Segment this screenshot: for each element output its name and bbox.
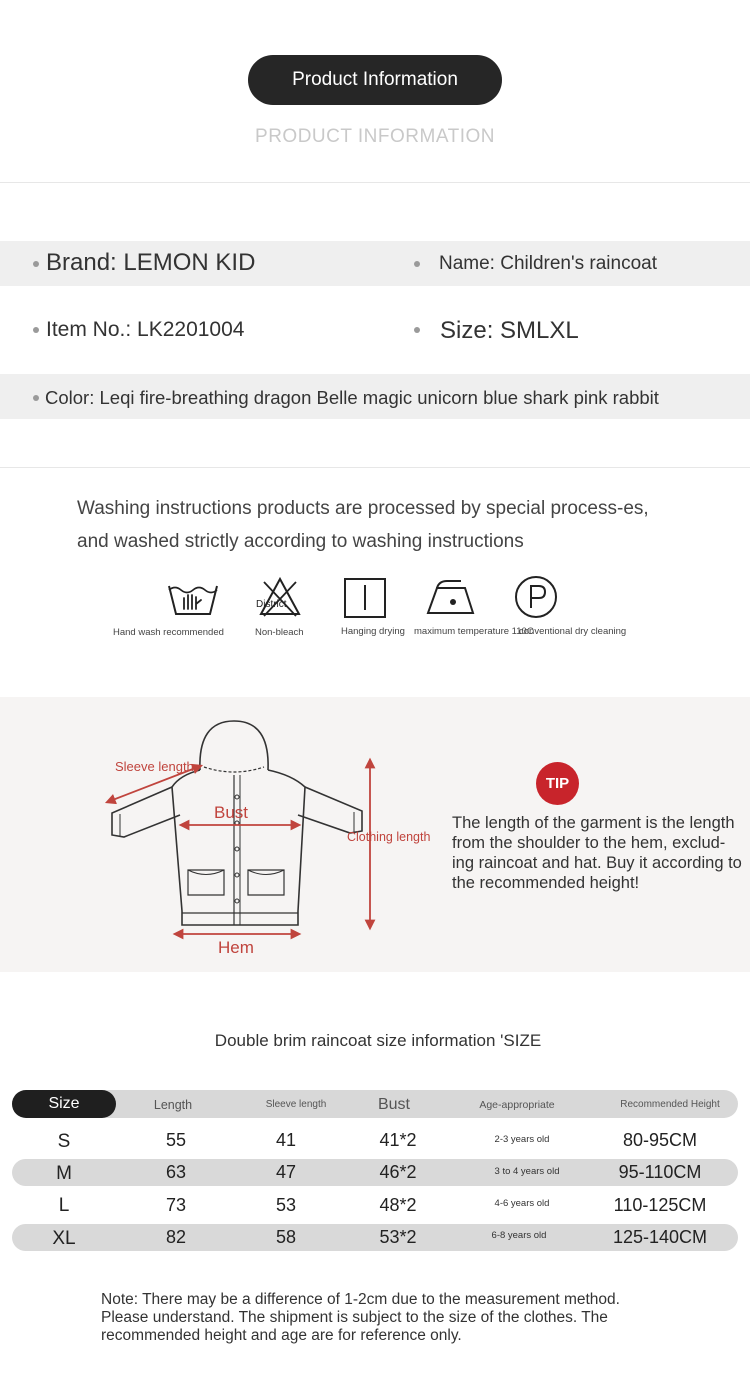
bullet-icon xyxy=(33,395,39,401)
size-table-title: Double brim raincoat size information 'SIZE xyxy=(214,1031,542,1050)
row-s-bust: 41*2 xyxy=(379,1130,417,1150)
hand-wash-icon xyxy=(166,578,220,618)
tip-badge-text: TIP xyxy=(545,775,570,792)
height-header: Recommended Height xyxy=(620,1099,720,1110)
row-l-size: L xyxy=(58,1195,70,1216)
row-s-sleeve: 41 xyxy=(275,1130,297,1150)
color-text: Color: Leqi fire-breathing dragon Belle magic unicorn blue shark pink rabbit xyxy=(45,387,659,408)
tip-badge xyxy=(536,762,579,805)
divider xyxy=(0,182,750,183)
clothing-length-label: Clothing length xyxy=(347,830,431,844)
section-title-pill xyxy=(248,55,502,105)
bullet-icon xyxy=(33,261,39,267)
row-s-height: 80-95CM xyxy=(622,1130,698,1150)
row-m-length: 63 xyxy=(165,1162,187,1182)
iron-icon xyxy=(425,578,477,616)
hang-dry-icon xyxy=(343,577,387,619)
section-subtitle: PRODUCT INFORMATION xyxy=(255,126,495,147)
size-text: Size: SMLXL xyxy=(440,317,579,344)
dry-clean-icon xyxy=(513,575,559,619)
row-l-length: 73 xyxy=(165,1195,187,1215)
item-no-text: Item No.: LK2201004 xyxy=(46,318,245,341)
measurement-note: Note: There may be a difference of 1-2cm due to the measurement method. Please understand. The shipment is subject to the size of the clothes. The recommended height and age are for reference only. xyxy=(101,1291,620,1344)
no-bleach-caption: Non-bleach xyxy=(255,627,304,638)
row-l-age: 4-6 years old xyxy=(494,1198,550,1209)
iron-caption: maximum temperature 110C xyxy=(414,626,534,637)
bullet-icon xyxy=(33,327,39,333)
row-s-age: 2-3 years old xyxy=(494,1134,550,1145)
sleeve-length-header: Sleeve length xyxy=(265,1099,327,1110)
row-xl-sleeve: 58 xyxy=(275,1227,297,1247)
brand-text: Brand: LEMON KID xyxy=(46,249,256,276)
washing-description: Washing instructions products are processed by special process-es, and washed strictly according to washing instructions xyxy=(77,498,649,552)
divider xyxy=(0,467,750,468)
row-xl-bust: 53*2 xyxy=(379,1227,417,1247)
row-m-size: M xyxy=(56,1163,72,1184)
size-header: Size xyxy=(48,1095,80,1112)
sleeve-length-label: Sleeve length xyxy=(115,759,194,774)
hem-label: Hem xyxy=(218,938,254,957)
raincoat-diagram xyxy=(100,715,380,955)
section-title: Product Information xyxy=(292,69,458,90)
length-header: Length xyxy=(153,1098,193,1112)
row-l-bust: 48*2 xyxy=(379,1195,417,1215)
bust-header: Bust xyxy=(377,1096,410,1113)
row-s-length: 55 xyxy=(165,1130,187,1150)
row-xl-age: 6-8 years old xyxy=(491,1230,547,1241)
row-s-size: S xyxy=(57,1131,71,1152)
age-header: Age-appropriate xyxy=(479,1099,555,1111)
dry-clean-caption: conventional dry cleaning xyxy=(519,626,627,637)
row-l-sleeve: 53 xyxy=(275,1195,297,1215)
bust-label: Bust xyxy=(214,803,249,822)
row-xl-length: 82 xyxy=(165,1227,187,1247)
no-bleach-icon xyxy=(258,576,302,618)
hand-wash-caption: Hand wash recommended xyxy=(113,627,224,638)
hang-dry-caption: Hanging drying xyxy=(341,626,405,637)
row-xl-size: XL xyxy=(52,1228,76,1249)
row-m-sleeve: 47 xyxy=(275,1162,297,1182)
row-xl-height: 125-140CM xyxy=(612,1227,708,1247)
tip-text: The length of the garment is the length from the shoulder to the hem, exclud-ing raincoat and hat. Buy it according to the recommended height! xyxy=(452,814,742,892)
row-l-height: 110-125CM xyxy=(613,1195,707,1215)
row-m-age: 3 to 4 years old xyxy=(494,1166,560,1177)
row-m-bust: 46*2 xyxy=(379,1162,417,1182)
size-header-pill xyxy=(12,1090,116,1118)
bullet-icon xyxy=(414,261,420,267)
name-text: Name: Children's raincoat xyxy=(439,253,657,274)
row-m-height: 95-110CM xyxy=(618,1162,702,1182)
bullet-icon xyxy=(414,327,420,333)
no-bleach-overlay-text: District xyxy=(256,599,287,610)
